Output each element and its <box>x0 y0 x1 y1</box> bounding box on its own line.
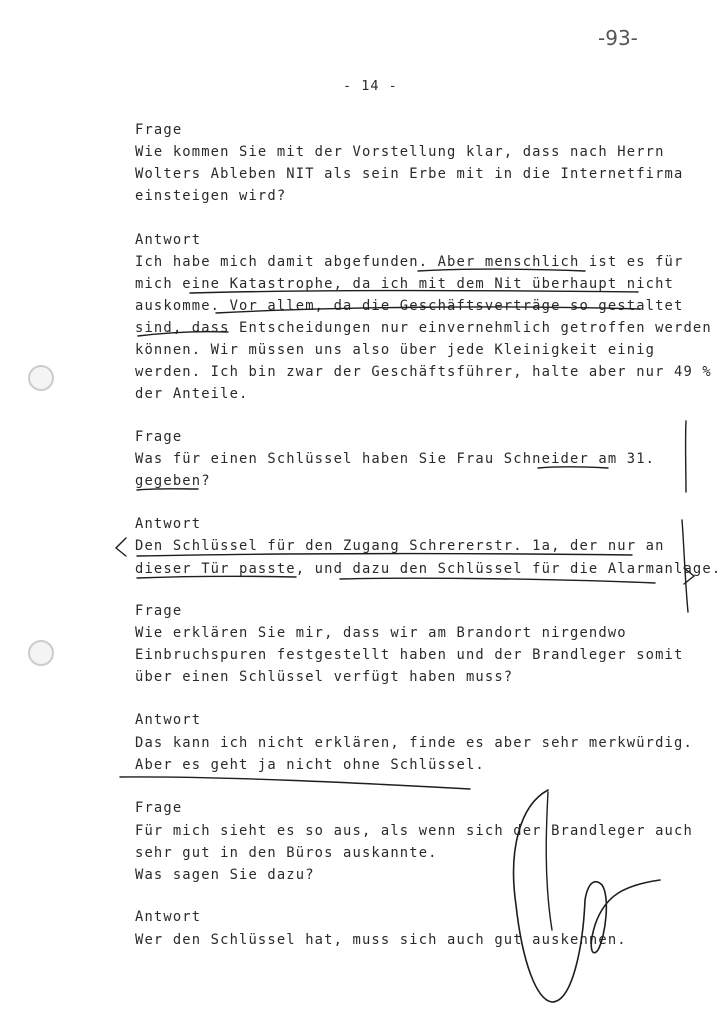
page-number: - 14 - <box>343 78 398 94</box>
margin-bracket-left <box>116 538 126 556</box>
signature <box>514 790 660 1002</box>
block-4-label: Antwort <box>135 516 202 532</box>
block-1-line-2: Wolters Ableben NIT als sein Erbe mit in die Internetfirma <box>135 166 684 182</box>
block-5-line-2: Einbruchspuren festgestellt haben und der Brandleger somit <box>135 647 684 663</box>
block-3-label: Frage <box>135 429 183 445</box>
underline-aber-menschlich <box>418 269 585 271</box>
underline-am-31 <box>538 467 608 468</box>
block-2-line-3: auskomme. Vor allem, da die Geschäftsverträge so gestaltet <box>135 298 684 314</box>
block-6-label: Antwort <box>135 712 202 728</box>
block-7-line-1: Für mich sieht es so aus, als wenn sich der Brandleger auch <box>135 823 693 839</box>
block-2-line-7: der Anteile. <box>135 386 249 402</box>
block-7-line-2: sehr gut in den Büros auskannte. <box>135 845 438 861</box>
block-4-line-2: dieser Tür passte, und dazu den Schlüssel für die Alarmanlage. <box>135 561 722 577</box>
block-6-line-1: Das kann ich nicht erklären, finde es aber sehr merkwürdig. <box>135 735 693 751</box>
block-2-line-1: Ich habe mich damit abgefunden. Aber menschlich ist es für <box>135 254 684 270</box>
block-5-line-3: über einen Schlüssel verfügt haben muss? <box>135 669 514 685</box>
underline-schluessel-zugang <box>137 554 632 556</box>
block-3-line-1: Was für einen Schlüssel haben Sie Frau Schneider am 31. <box>135 451 656 467</box>
block-7-label: Frage <box>135 800 183 816</box>
underline-ohne-schluessel <box>120 777 470 789</box>
underline-katastrophe <box>190 291 638 293</box>
folio-number: -93- <box>598 26 638 50</box>
block-3-line-2: gegeben? <box>135 473 211 489</box>
block-5-line-1: Wie erklären Sie mir, dass wir am Brandort nirgendwo <box>135 625 627 641</box>
block-2-label: Antwort <box>135 232 202 248</box>
block-2-line-4: sind, dass Entscheidungen nur einvernehmlich getroffen werden <box>135 320 712 336</box>
block-1-line-1: Wie kommen Sie mit der Vorstellung klar, dass nach Herrn <box>135 144 665 160</box>
underline-geschaeftsvertraege <box>216 307 640 313</box>
block-5-label: Frage <box>135 603 183 619</box>
underline-gegeben <box>137 489 198 490</box>
block-8-line-1: Wer den Schlüssel hat, muss sich auch gut auskennen. <box>135 932 627 948</box>
block-1-label: Frage <box>135 122 183 138</box>
block-2-line-5: können. Wir müssen uns also über jede Kleinigkeit einig <box>135 342 656 358</box>
signature-stroke-2 <box>546 792 552 930</box>
block-2-line-2: mich eine Katastrophe, da ich mit dem Nit überhaupt nicht <box>135 276 675 292</box>
block-8-label: Antwort <box>135 909 202 925</box>
underline-schluessel-alarm <box>340 578 655 583</box>
margin-line-2 <box>682 520 688 612</box>
block-4-line-1: Den Schlüssel für den Zugang Schrererstr. 1a, der nur an <box>135 538 665 554</box>
block-6-line-2: Aber es geht ja nicht ohne Schlüssel. <box>135 757 485 773</box>
underline-sind-dass <box>138 332 228 336</box>
block-7-line-3: Was sagen Sie dazu? <box>135 867 315 883</box>
underline-tuer-passte <box>137 576 296 578</box>
block-2-line-6: werden. Ich bin zwar der Geschäftsführer, halte aber nur 49 % <box>135 364 712 380</box>
block-1-line-3: einsteigen wird? <box>135 188 287 204</box>
